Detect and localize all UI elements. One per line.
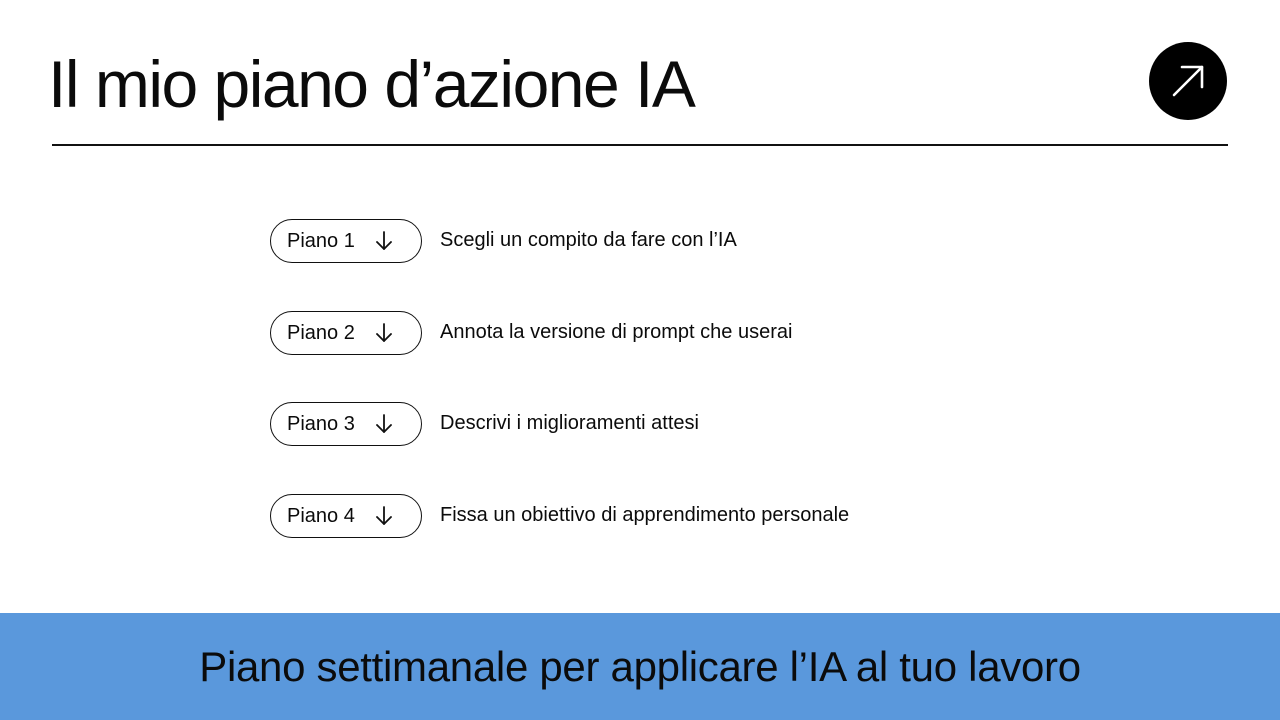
plan-1-button[interactable] — [270, 219, 422, 263]
plan-3-label: Piano 3 — [287, 413, 355, 435]
footer-caption: Piano settimanale per applicare l’IA al tuo lavoro — [199, 642, 1081, 690]
arrow-down-icon — [373, 505, 395, 527]
arrow-down-icon — [373, 413, 395, 435]
arrow-down-icon — [373, 322, 395, 344]
arrow-down-icon — [373, 230, 395, 252]
plan-2-description: Annota la versione di prompt che userai — [440, 321, 793, 343]
arrow-up-right-icon — [1168, 61, 1208, 101]
plan-4-label: Piano 4 — [287, 505, 355, 527]
page-title: Il mio piano d’azione IA — [48, 47, 695, 121]
title-divider — [52, 144, 1228, 146]
plan-2-button[interactable] — [270, 311, 422, 355]
footer-band — [0, 613, 1280, 720]
plan-3-button[interactable] — [270, 402, 422, 446]
plan-1-label: Piano 1 — [287, 230, 355, 252]
plan-4-description: Fissa un obiettivo di apprendimento personale — [440, 504, 850, 526]
plan-1-description: Scegli un compito da fare con l’IA — [440, 229, 737, 251]
plan-3-description: Descrivi i miglioramenti attesi — [440, 412, 699, 434]
plan-4-button[interactable] — [270, 494, 422, 538]
open-link-button[interactable] — [1149, 42, 1227, 120]
plan-2-label: Piano 2 — [287, 322, 355, 344]
